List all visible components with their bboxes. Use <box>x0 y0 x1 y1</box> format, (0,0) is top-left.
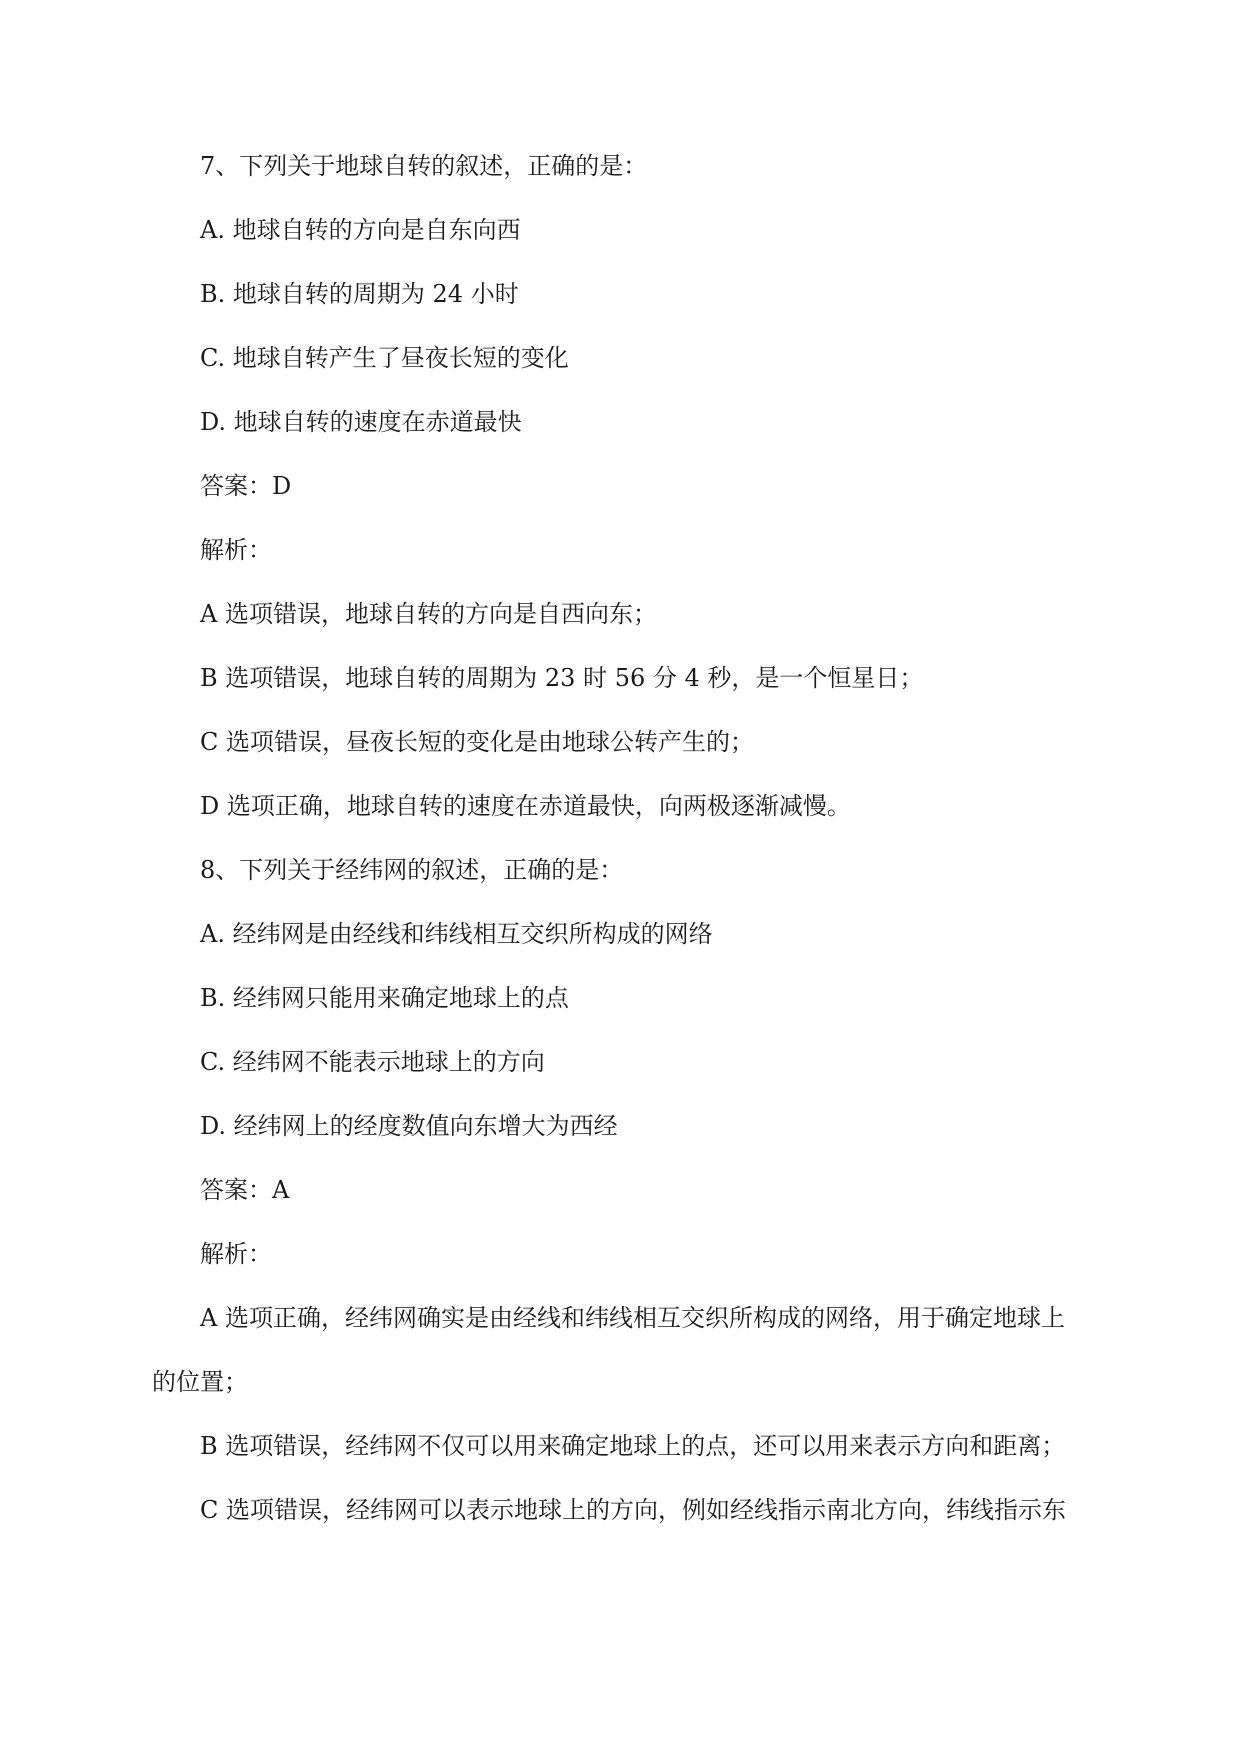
question-7-analysis-label: 解析： <box>200 536 272 564</box>
question-8-analysis-label: 解析： <box>200 1240 272 1268</box>
question-8-stem: 8、下列关于经纬网的叙述，正确的是： <box>200 856 624 884</box>
question-7-option-a: A. 地球自转的方向是自东向西 <box>200 216 521 244</box>
question-7-analysis-c: C 选项错误，昼夜长短的变化是由地球公转产生的； <box>200 728 754 756</box>
question-7-stem: 7、下列关于地球自转的叙述，正确的是： <box>200 152 648 180</box>
question-7-option-b: B. 地球自转的周期为 24 小时 <box>200 280 519 308</box>
question-8-analysis-a: A 选项正确，经纬网确实是由经线和纬线相互交织所构成的网络，用于确定地球上 <box>200 1304 1065 1332</box>
question-7-analysis-a: A 选项错误，地球自转的方向是自西向东； <box>200 600 657 628</box>
question-8-analysis-a-cont: 的位置； <box>152 1368 248 1396</box>
question-7-option-c: C. 地球自转产生了昼夜长短的变化 <box>200 344 569 372</box>
question-8-option-b: B. 经纬网只能用来确定地球上的点 <box>200 984 569 1012</box>
question-7-analysis-d: D 选项正确，地球自转的速度在赤道最快，向两极逐渐减慢。 <box>200 792 851 820</box>
question-8-answer: 答案：A <box>200 1176 290 1204</box>
question-8-option-a: A. 经纬网是由经线和纬线相互交织所构成的网络 <box>200 920 713 948</box>
question-7-option-d: D. 地球自转的速度在赤道最快 <box>200 408 522 436</box>
question-8-analysis-c: C 选项错误，经纬网可以表示地球上的方向，例如经线指示南北方向，纬线指示东 <box>200 1496 1066 1524</box>
question-7-analysis-b: B 选项错误，地球自转的周期为 23 时 56 分 4 秒，是一个恒星日； <box>200 664 924 692</box>
question-8-option-d: D. 经纬网上的经度数值向东增大为西经 <box>200 1112 618 1140</box>
question-8-analysis-b: B 选项错误，经纬网不仅可以用来确定地球上的点，还可以用来表示方向和距离； <box>200 1432 1066 1460</box>
question-7-answer: 答案：D <box>200 472 292 500</box>
question-8-option-c: C. 经纬网不能表示地球上的方向 <box>200 1048 545 1076</box>
